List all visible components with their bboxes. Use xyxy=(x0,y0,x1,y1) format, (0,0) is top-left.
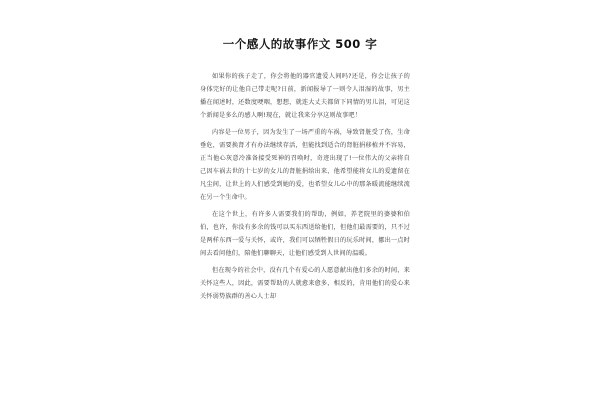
paragraph-4: 但在现今的社会中，没有几个有爱心的人愿意献出他们多余的时间，来关怀这些人，因此，需要帮助的人就愈来愈多，相反的，肯用他们的爱心来关怀弱势族群的善心人士却 xyxy=(200,267,410,300)
paragraph-3: 在这个世上，有许多人需要我们的帮助，例如，养老院里的婆婆和伯伯，也许，你没有多余的钱可以买东西送给他们，但他们最需要的，只不过是两样东西一爱与关怀，或许，我们可以牺牲假日的玩乐时间，挪出一点时间去看问他们，陪他们聊聊天，让他们感受到人世间的温暖。 xyxy=(200,211,410,257)
document-body xyxy=(200,70,410,307)
paragraph-2: 内容是一位男子，因为发生了一场严重的车祸，导致肾脏受了伤，生命垂危，需要换肾才有办法继续存活，但能找到适合的肾脏捐移植并不容易，正当他心灰意冷准备接受死神的召唤时，奇迹出现了!一位伟大的父亲将自己因车祸去世的十七岁的女儿的肾脏捐给出来，他希望能将女儿的爱遗留在凡尘间，让世上的人们感受到她的爱，也希望女儿心中的那条暖流能继续流在另一个生命中。 xyxy=(200,129,410,201)
document-title: 一个感人的故事作文 500 字 xyxy=(222,37,378,51)
paragraph-1: 如果你的孩子走了，你会将他的器官遗爱人间吗?还是，你会让孩子的身体完好的让他自己带走呢?日前，新闻报导了一则令人泪湿的故事，男主播在闻述时，还数度哽咽，想想，就连大丈夫都留下同情的男儿泪，可见这个新闻是多么的感人啊!现在，就让我来分享这则故事吧！ xyxy=(200,73,410,119)
